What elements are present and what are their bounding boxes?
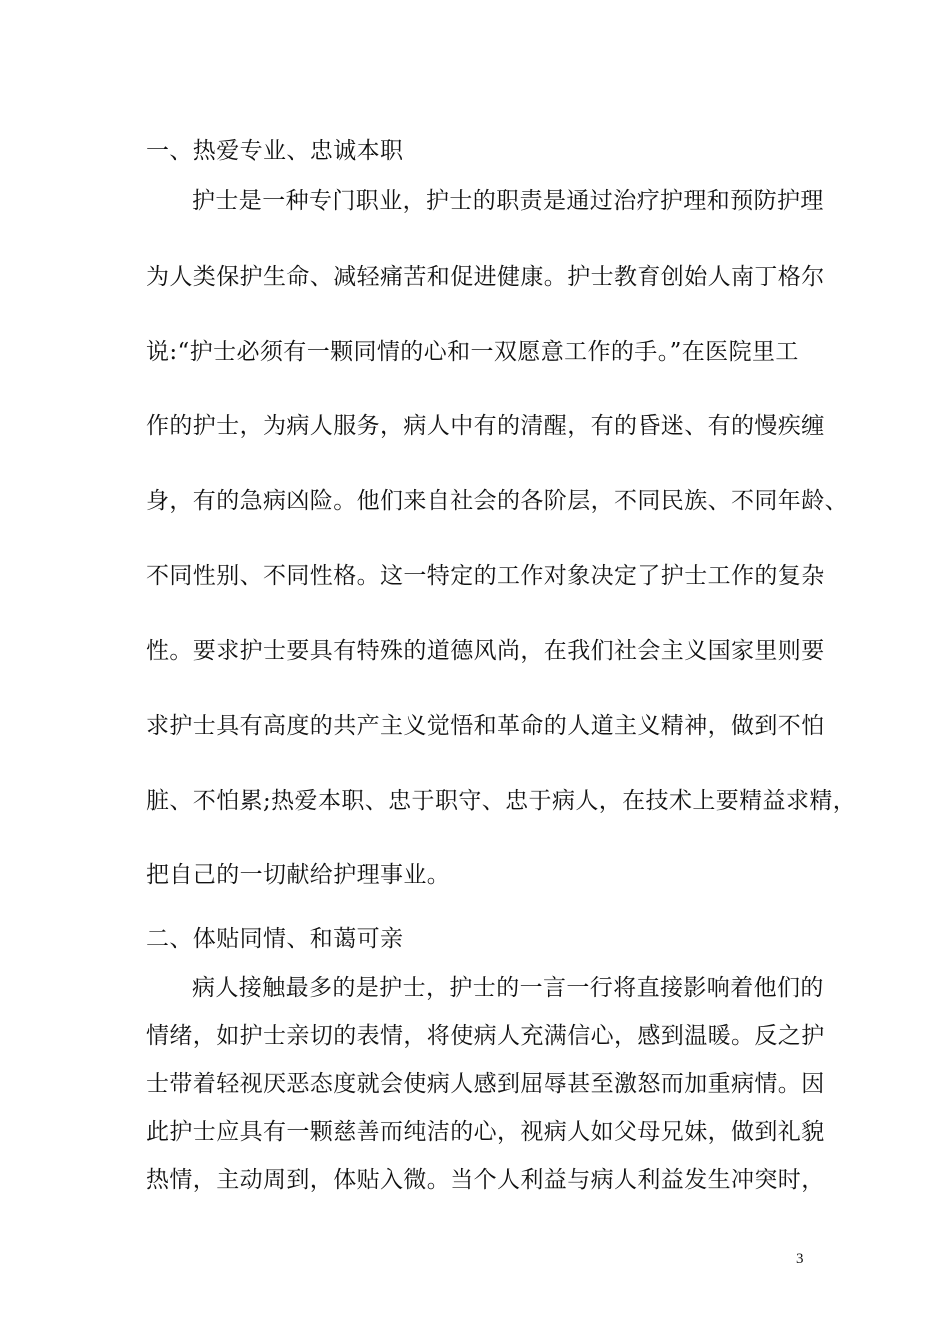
paragraph-line: 不同性别、不同性格。这一特定的工作对象决定了护士工作的复杂 bbox=[146, 563, 825, 589]
paragraph-line: 脏、不怕累;热爱本职、忠于职守、忠于病人，在技术上要精益求精， bbox=[146, 788, 857, 814]
paragraph-line: 性。要求护士要具有特殊的道德风尚，在我们社会主义国家里则要 bbox=[146, 638, 825, 664]
paragraph-line: 求护士具有高度的共产主义觉悟和革命的人道主义精神，做到不怕 bbox=[146, 713, 825, 739]
paragraph-line: 士带着轻视厌恶态度就会使病人感到屈辱甚至激怒而加重病情。因 bbox=[146, 1071, 825, 1097]
paragraph-line: 把自己的一切献给护理事业。 bbox=[146, 862, 451, 888]
paragraph-line: 病人接触最多的是护士，护士的一言一行将直接影响着他们的 bbox=[192, 975, 824, 1001]
paragraph-line: 此护士应具有一颗慈善而纯洁的心，视病人如父母兄妹，做到礼貌 bbox=[146, 1119, 825, 1145]
paragraph-line: 热情，主动周到，体贴入微。当个人利益与病人利益发生冲突时， bbox=[146, 1167, 825, 1193]
paragraph-line: 护士是一种专门职业，护士的职责是通过治疗护理和预防护理 bbox=[192, 188, 824, 214]
paragraph-line: 说:“护士必须有一颗同情的心和一双愿意工作的手。”在医院里工 bbox=[146, 339, 799, 365]
section-heading-2: 二、体贴同情、和蔼可亲 bbox=[146, 926, 404, 952]
paragraph-line: 为人类保护生命、减轻痛苦和促进健康。护士教育创始人南丁格尔 bbox=[146, 264, 825, 290]
page-number: 3 bbox=[796, 1251, 804, 1267]
paragraph-line: 情绪，如护士亲切的表情，将使病人充满信心，感到温暖。反之护 bbox=[146, 1023, 825, 1049]
paragraph-line: 身，有的急病凶险。他们来自社会的各阶层，不同民族、不同年龄、 bbox=[146, 488, 848, 514]
paragraph-line: 作的护士，为病人服务，病人中有的清醒，有的昏迷、有的慢疾缠 bbox=[146, 413, 825, 439]
section-heading-1: 一、热爱专业、忠诚本职 bbox=[146, 138, 404, 164]
